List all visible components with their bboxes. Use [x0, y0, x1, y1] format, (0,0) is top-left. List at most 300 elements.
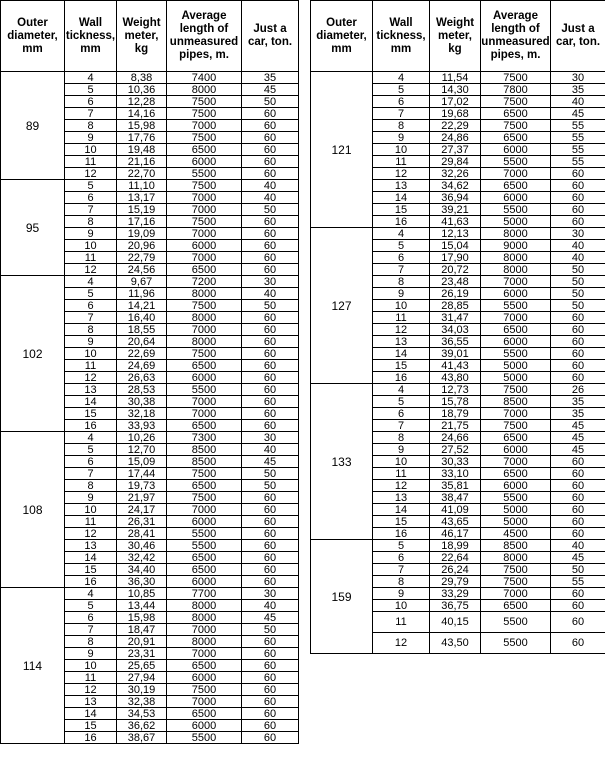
- length-cell: 7200: [167, 276, 242, 288]
- weight-cell: 9,67: [117, 276, 167, 288]
- weight-cell: 33,10: [430, 468, 481, 480]
- car-cell: 60: [551, 612, 605, 633]
- car-cell: 60: [242, 372, 299, 384]
- weight-cell: 36,75: [430, 600, 481, 612]
- weight-cell: 28,53: [117, 384, 167, 396]
- weight-cell: 38,47: [430, 492, 481, 504]
- length-cell: 7500: [481, 420, 551, 432]
- wall-thickness-cell: 12: [373, 324, 430, 336]
- car-cell: 45: [242, 84, 299, 96]
- car-cell: 60: [551, 456, 605, 468]
- weight-cell: 10,26: [117, 432, 167, 444]
- car-cell: 45: [551, 432, 605, 444]
- weight-cell: 36,62: [117, 720, 167, 732]
- length-cell: 5500: [481, 492, 551, 504]
- weight-cell: 16,40: [117, 312, 167, 324]
- car-cell: 60: [551, 336, 605, 348]
- car-cell: 40: [551, 240, 605, 252]
- weight-cell: 24,66: [430, 432, 481, 444]
- length-cell: 9000: [481, 240, 551, 252]
- wall-thickness-cell: 7: [65, 312, 117, 324]
- length-cell: 7000: [481, 276, 551, 288]
- wall-thickness-cell: 13: [373, 336, 430, 348]
- header-row: [1, 1, 299, 72]
- car-cell: 60: [242, 696, 299, 708]
- car-cell: 60: [242, 348, 299, 360]
- car-cell: 60: [551, 372, 605, 384]
- length-cell: 7000: [167, 120, 242, 132]
- weight-cell: 24,69: [117, 360, 167, 372]
- wall-thickness-cell: 13: [373, 180, 430, 192]
- car-cell: 30: [551, 72, 605, 84]
- header-length: Average length of unmeasured pipes, m.: [167, 1, 242, 72]
- wall-thickness-cell: 11: [373, 312, 430, 324]
- wall-thickness-cell: 6: [65, 612, 117, 624]
- wall-thickness-cell: 7: [373, 108, 430, 120]
- length-cell: 7500: [167, 216, 242, 228]
- weight-cell: 24,56: [117, 264, 167, 276]
- car-cell: 40: [242, 444, 299, 456]
- length-cell: 7000: [167, 624, 242, 636]
- weight-cell: 19,73: [117, 480, 167, 492]
- weight-cell: 17,16: [117, 216, 167, 228]
- car-cell: 60: [551, 216, 605, 228]
- weight-cell: 19,48: [117, 144, 167, 156]
- length-cell: 7500: [481, 72, 551, 84]
- weight-cell: 36,55: [430, 336, 481, 348]
- car-cell: 60: [242, 636, 299, 648]
- wall-thickness-cell: 15: [373, 360, 430, 372]
- weight-cell: 43,50: [430, 633, 481, 654]
- wall-thickness-cell: 9: [65, 336, 117, 348]
- length-cell: 8000: [167, 636, 242, 648]
- length-cell: 6000: [481, 336, 551, 348]
- length-cell: 6000: [167, 672, 242, 684]
- wall-thickness-cell: 7: [373, 420, 430, 432]
- weight-cell: 23,48: [430, 276, 481, 288]
- weight-cell: 20,72: [430, 264, 481, 276]
- weight-cell: 25,65: [117, 660, 167, 672]
- car-cell: 50: [551, 276, 605, 288]
- length-cell: 8500: [167, 456, 242, 468]
- length-cell: 8000: [481, 252, 551, 264]
- weight-cell: 12,70: [117, 444, 167, 456]
- length-cell: 6500: [481, 468, 551, 480]
- length-cell: 7000: [167, 228, 242, 240]
- car-cell: 60: [242, 672, 299, 684]
- car-cell: 60: [242, 660, 299, 672]
- weight-cell: 30,38: [117, 396, 167, 408]
- length-cell: 7000: [167, 696, 242, 708]
- weight-cell: 15,98: [117, 120, 167, 132]
- wall-thickness-cell: 9: [65, 228, 117, 240]
- wall-thickness-cell: 6: [373, 552, 430, 564]
- table-row: [311, 228, 605, 240]
- length-cell: 7000: [481, 456, 551, 468]
- wall-thickness-cell: 4: [65, 72, 117, 84]
- length-cell: 8500: [167, 444, 242, 456]
- wall-thickness-cell: 16: [373, 372, 430, 384]
- wall-thickness-cell: 13: [373, 492, 430, 504]
- table-row: [1, 276, 299, 288]
- weight-cell: 17,76: [117, 132, 167, 144]
- wall-thickness-cell: 13: [65, 540, 117, 552]
- length-cell: 6500: [167, 708, 242, 720]
- length-cell: 8000: [481, 264, 551, 276]
- length-cell: 5000: [481, 216, 551, 228]
- car-cell: 60: [242, 264, 299, 276]
- car-cell: 60: [242, 708, 299, 720]
- weight-cell: 34,40: [117, 564, 167, 576]
- wall-thickness-cell: 10: [373, 456, 430, 468]
- wall-thickness-cell: 16: [373, 528, 430, 540]
- table-row: [1, 588, 299, 600]
- wall-thickness-cell: 16: [65, 576, 117, 588]
- weight-cell: 41,63: [430, 216, 481, 228]
- car-cell: 55: [551, 156, 605, 168]
- table-body-right: [311, 72, 605, 654]
- length-cell: 5500: [481, 204, 551, 216]
- table-row: [311, 540, 605, 552]
- length-cell: 7000: [167, 408, 242, 420]
- outer-diameter-cell: 114: [1, 588, 65, 744]
- car-cell: 60: [242, 504, 299, 516]
- car-cell: 60: [551, 348, 605, 360]
- length-cell: 6500: [167, 144, 242, 156]
- weight-cell: 29,84: [430, 156, 481, 168]
- wall-thickness-cell: 9: [373, 588, 430, 600]
- length-cell: 5000: [481, 504, 551, 516]
- weight-cell: 30,19: [117, 684, 167, 696]
- car-cell: 40: [242, 288, 299, 300]
- wall-thickness-cell: 10: [65, 504, 117, 516]
- weight-cell: 12,73: [430, 384, 481, 396]
- car-cell: 60: [242, 228, 299, 240]
- length-cell: 7800: [481, 84, 551, 96]
- length-cell: 7300: [167, 432, 242, 444]
- length-cell: 6000: [481, 192, 551, 204]
- weight-cell: 38,67: [117, 732, 167, 744]
- wall-thickness-cell: 5: [65, 444, 117, 456]
- weight-cell: 15,78: [430, 396, 481, 408]
- weight-cell: 34,03: [430, 324, 481, 336]
- table-row: [311, 384, 605, 396]
- length-cell: 6500: [167, 552, 242, 564]
- weight-cell: 15,98: [117, 612, 167, 624]
- car-cell: 60: [242, 108, 299, 120]
- car-cell: 60: [551, 312, 605, 324]
- weight-cell: 46,17: [430, 528, 481, 540]
- length-cell: 5500: [167, 168, 242, 180]
- weight-cell: 39,01: [430, 348, 481, 360]
- wall-thickness-cell: 5: [373, 84, 430, 96]
- outer-diameter-cell: 121: [311, 72, 373, 228]
- length-cell: 7500: [481, 564, 551, 576]
- weight-cell: 26,31: [117, 516, 167, 528]
- weight-cell: 17,90: [430, 252, 481, 264]
- wall-thickness-cell: 11: [65, 252, 117, 264]
- weight-cell: 34,53: [117, 708, 167, 720]
- car-cell: 30: [242, 588, 299, 600]
- weight-cell: 30,33: [430, 456, 481, 468]
- length-cell: 6500: [167, 564, 242, 576]
- car-cell: 35: [551, 84, 605, 96]
- car-cell: 60: [242, 120, 299, 132]
- wall-thickness-cell: 10: [373, 600, 430, 612]
- wall-thickness-cell: 10: [65, 240, 117, 252]
- weight-cell: 22,29: [430, 120, 481, 132]
- length-cell: 7000: [167, 324, 242, 336]
- length-cell: 6500: [481, 132, 551, 144]
- car-cell: 50: [242, 468, 299, 480]
- wall-thickness-cell: 9: [65, 492, 117, 504]
- wall-thickness-cell: 6: [373, 96, 430, 108]
- wall-thickness-cell: 5: [65, 84, 117, 96]
- car-cell: 35: [242, 72, 299, 84]
- weight-cell: 17,02: [430, 96, 481, 108]
- table-row: [1, 180, 299, 192]
- wall-thickness-cell: 10: [65, 144, 117, 156]
- weight-cell: 27,37: [430, 144, 481, 156]
- wall-thickness-cell: 8: [373, 432, 430, 444]
- wall-thickness-cell: 6: [65, 300, 117, 312]
- length-cell: 5500: [167, 384, 242, 396]
- weight-cell: 18,99: [430, 540, 481, 552]
- car-cell: 60: [551, 360, 605, 372]
- weight-cell: 39,21: [430, 204, 481, 216]
- car-cell: 60: [242, 144, 299, 156]
- wall-thickness-cell: 8: [65, 636, 117, 648]
- wall-thickness-cell: 6: [65, 192, 117, 204]
- wall-thickness-cell: 8: [65, 216, 117, 228]
- weight-cell: 21,97: [117, 492, 167, 504]
- pipe-table-right: [310, 0, 605, 654]
- outer-diameter-cell: 159: [311, 540, 373, 654]
- length-cell: 6000: [167, 240, 242, 252]
- wall-thickness-cell: 8: [373, 276, 430, 288]
- car-cell: 60: [242, 684, 299, 696]
- wall-thickness-cell: 9: [373, 132, 430, 144]
- weight-cell: 18,79: [430, 408, 481, 420]
- car-cell: 60: [242, 312, 299, 324]
- length-cell: 5500: [481, 612, 551, 633]
- wall-thickness-cell: 5: [373, 240, 430, 252]
- weight-cell: 15,04: [430, 240, 481, 252]
- car-cell: 45: [551, 108, 605, 120]
- car-cell: 50: [551, 288, 605, 300]
- length-cell: 7500: [167, 180, 242, 192]
- wall-thickness-cell: 8: [373, 120, 430, 132]
- length-cell: 6500: [167, 264, 242, 276]
- wall-thickness-cell: 16: [373, 216, 430, 228]
- length-cell: 7000: [481, 312, 551, 324]
- car-cell: 60: [242, 420, 299, 432]
- weight-cell: 18,55: [117, 324, 167, 336]
- header-weight: Weight meter, kg: [117, 1, 167, 72]
- wall-thickness-cell: 11: [65, 672, 117, 684]
- length-cell: 6500: [167, 480, 242, 492]
- car-cell: 60: [242, 552, 299, 564]
- weight-cell: 17,44: [117, 468, 167, 480]
- weight-cell: 28,41: [117, 528, 167, 540]
- wall-thickness-cell: 12: [65, 168, 117, 180]
- car-cell: 60: [242, 168, 299, 180]
- header-length: Average length of unmeasured pipes, m.: [481, 1, 551, 72]
- wall-thickness-cell: 6: [65, 456, 117, 468]
- wall-thickness-cell: 12: [65, 684, 117, 696]
- wall-thickness-cell: 4: [373, 228, 430, 240]
- weight-cell: 36,30: [117, 576, 167, 588]
- length-cell: 7500: [481, 384, 551, 396]
- wall-thickness-cell: 4: [65, 276, 117, 288]
- wall-thickness-cell: 6: [373, 252, 430, 264]
- length-cell: 7500: [481, 576, 551, 588]
- wall-thickness-cell: 15: [65, 720, 117, 732]
- wall-thickness-cell: 10: [373, 300, 430, 312]
- weight-cell: 14,21: [117, 300, 167, 312]
- car-cell: 55: [551, 120, 605, 132]
- car-cell: 60: [551, 324, 605, 336]
- length-cell: 6000: [481, 480, 551, 492]
- weight-cell: 21,75: [430, 420, 481, 432]
- outer-diameter-cell: 89: [1, 72, 65, 180]
- length-cell: 7500: [167, 492, 242, 504]
- wall-thickness-cell: 10: [373, 144, 430, 156]
- wall-thickness-cell: 12: [373, 633, 430, 654]
- outer-diameter-cell: 127: [311, 228, 373, 384]
- wall-thickness-cell: 14: [65, 708, 117, 720]
- car-cell: 60: [242, 732, 299, 744]
- car-cell: 60: [242, 324, 299, 336]
- length-cell: 7000: [481, 168, 551, 180]
- weight-cell: 22,79: [117, 252, 167, 264]
- car-cell: 60: [242, 336, 299, 348]
- weight-cell: 10,36: [117, 84, 167, 96]
- length-cell: 6000: [167, 516, 242, 528]
- pipe-table-left: [0, 0, 299, 744]
- length-cell: 6500: [481, 180, 551, 192]
- weight-cell: 31,47: [430, 312, 481, 324]
- length-cell: 6500: [167, 420, 242, 432]
- wall-thickness-cell: 7: [65, 108, 117, 120]
- length-cell: 5500: [481, 156, 551, 168]
- car-cell: 60: [242, 564, 299, 576]
- length-cell: 8000: [167, 600, 242, 612]
- length-cell: 5500: [167, 528, 242, 540]
- table-body-left: [1, 72, 299, 744]
- weight-cell: 20,91: [117, 636, 167, 648]
- car-cell: 60: [242, 384, 299, 396]
- length-cell: 6000: [481, 144, 551, 156]
- length-cell: 8000: [481, 228, 551, 240]
- weight-cell: 19,09: [117, 228, 167, 240]
- weight-cell: 41,09: [430, 504, 481, 516]
- wall-thickness-cell: 15: [373, 204, 430, 216]
- length-cell: 7500: [167, 348, 242, 360]
- wall-thickness-cell: 16: [65, 732, 117, 744]
- car-cell: 60: [551, 468, 605, 480]
- wall-thickness-cell: 11: [373, 156, 430, 168]
- weight-cell: 20,64: [117, 336, 167, 348]
- weight-cell: 24,17: [117, 504, 167, 516]
- wall-thickness-cell: 12: [373, 168, 430, 180]
- car-cell: 60: [242, 252, 299, 264]
- car-cell: 60: [551, 180, 605, 192]
- length-cell: 7000: [167, 648, 242, 660]
- weight-cell: 32,26: [430, 168, 481, 180]
- length-cell: 8000: [167, 336, 242, 348]
- car-cell: 50: [242, 624, 299, 636]
- wall-thickness-cell: 11: [65, 360, 117, 372]
- car-cell: 60: [551, 528, 605, 540]
- weight-cell: 28,85: [430, 300, 481, 312]
- length-cell: 7400: [167, 72, 242, 84]
- length-cell: 5500: [481, 300, 551, 312]
- wall-thickness-cell: 15: [65, 408, 117, 420]
- length-cell: 8000: [167, 84, 242, 96]
- wall-thickness-cell: 7: [65, 468, 117, 480]
- wall-thickness-cell: 10: [65, 660, 117, 672]
- outer-diameter-cell: 133: [311, 384, 373, 540]
- weight-cell: 12,28: [117, 96, 167, 108]
- wall-thickness-cell: 7: [65, 204, 117, 216]
- length-cell: 7500: [167, 132, 242, 144]
- length-cell: 5500: [481, 348, 551, 360]
- weight-cell: 11,96: [117, 288, 167, 300]
- car-cell: 60: [242, 216, 299, 228]
- length-cell: 7000: [167, 204, 242, 216]
- wall-thickness-cell: 13: [65, 384, 117, 396]
- wall-thickness-cell: 4: [373, 384, 430, 396]
- wall-thickness-cell: 11: [65, 156, 117, 168]
- header-outer-diameter: Outer diameter, mm: [311, 1, 373, 72]
- weight-cell: 18,47: [117, 624, 167, 636]
- weight-cell: 8,38: [117, 72, 167, 84]
- wall-thickness-cell: 11: [65, 516, 117, 528]
- car-cell: 55: [551, 144, 605, 156]
- wall-thickness-cell: 15: [65, 564, 117, 576]
- length-cell: 8000: [481, 552, 551, 564]
- car-cell: 60: [242, 576, 299, 588]
- car-cell: 30: [242, 276, 299, 288]
- length-cell: 8000: [167, 312, 242, 324]
- length-cell: 7500: [481, 96, 551, 108]
- length-cell: 6500: [167, 360, 242, 372]
- wall-thickness-cell: 9: [65, 132, 117, 144]
- weight-cell: 26,19: [430, 288, 481, 300]
- car-cell: 60: [242, 360, 299, 372]
- car-cell: 50: [551, 300, 605, 312]
- car-cell: 30: [551, 228, 605, 240]
- length-cell: 7000: [167, 192, 242, 204]
- wall-thickness-cell: 8: [65, 120, 117, 132]
- car-cell: 60: [242, 720, 299, 732]
- weight-cell: 15,19: [117, 204, 167, 216]
- length-cell: 7500: [167, 300, 242, 312]
- length-cell: 8500: [481, 540, 551, 552]
- car-cell: 35: [551, 396, 605, 408]
- length-cell: 6500: [167, 660, 242, 672]
- wall-thickness-cell: 9: [373, 288, 430, 300]
- wall-thickness-cell: 11: [373, 612, 430, 633]
- car-cell: 60: [551, 192, 605, 204]
- car-cell: 60: [242, 396, 299, 408]
- wall-thickness-cell: 6: [65, 96, 117, 108]
- header-wall-thickness: Wall tickness, mm: [65, 1, 117, 72]
- weight-cell: 20,96: [117, 240, 167, 252]
- car-cell: 60: [242, 156, 299, 168]
- car-cell: 50: [242, 300, 299, 312]
